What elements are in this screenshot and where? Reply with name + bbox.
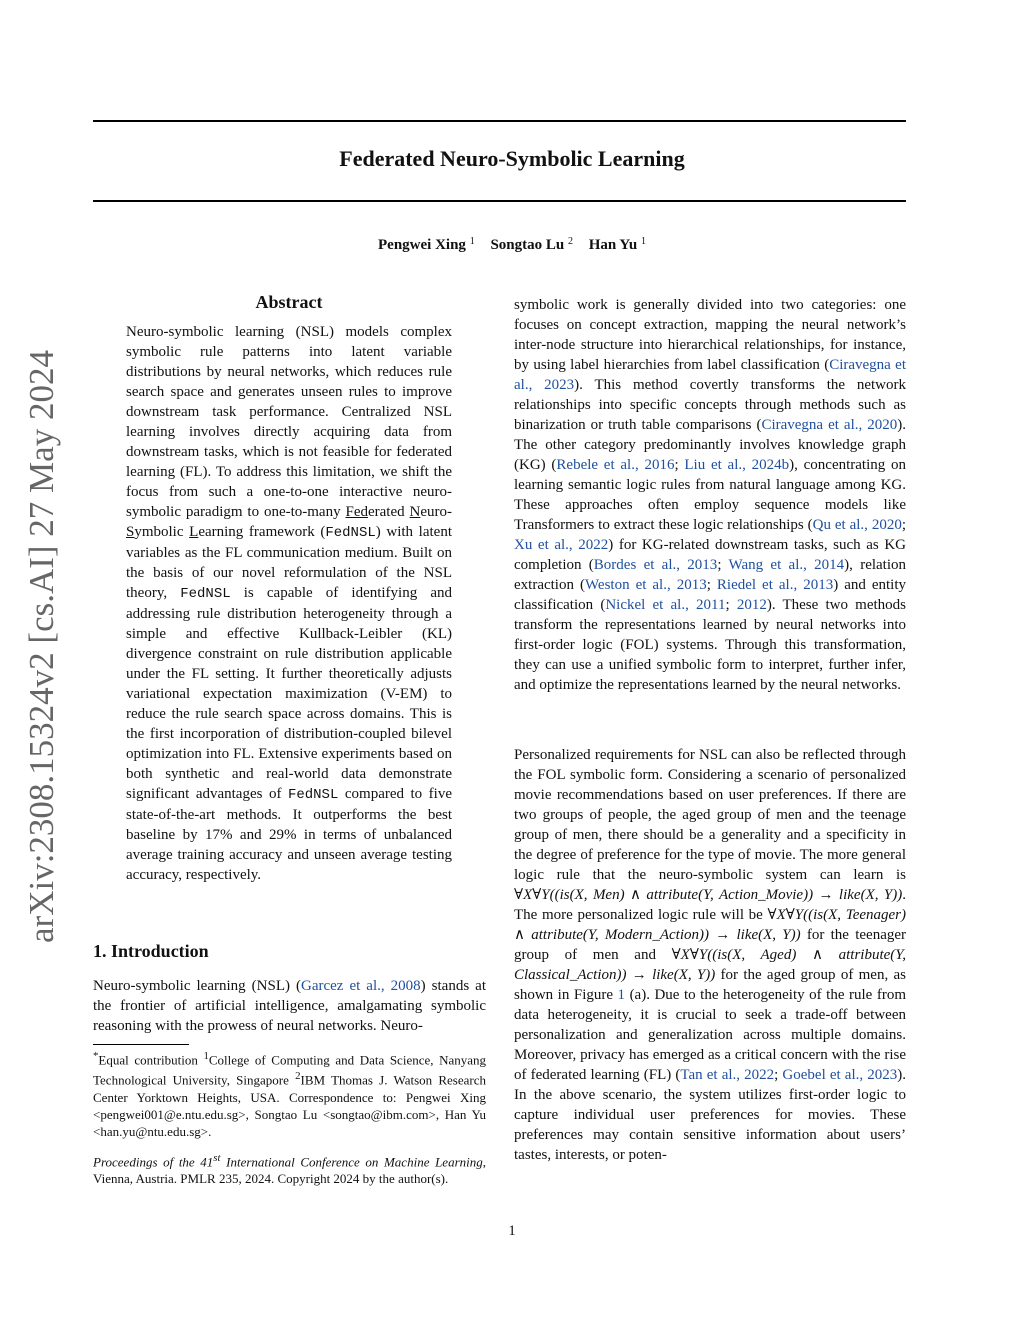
citation-link[interactable]: Tan et al., 2022 — [680, 1067, 775, 1083]
intro-paragraph: symbolic work is generally divided into two categories: one focuses on concept extraction, mapping the neural network’s inter-node structure into hierarchical relationships, for instance, by using label hierarchies from label classification (Ciravegna et al., 2023). This method covertly transforms the network relationships into specific concepts through methods such as binarization or truth table comparisons (Ciravegna et al., 2020). The other category predominantly involves knowledge graph (KG) (Rebele et al., 2016; Liu et al., 2024b), concentrating on learning semantic logic rules from natural language among KG. These approaches often employ sequence models like Transformers to extract these logic relationships (Qu et al., 2020; Xu et al., 2022) for KG-related downstream tasks, such as KG completion (Bordes et al., 2013; Wang et al., 2014), relation extraction (Weston et al., 2013; Riedel et al., 2013) and entity classification (Nickel et al., 2011; 2012). These two methods transform the representations learned by neural networks into first-order logic (FOL) systems. Through this transformation, they can use a unified symbolic form to interpret, further infer, and optimize the representations learned by the neural networks. — [514, 297, 907, 693]
citation-link[interactable]: Weston et al., 2013 — [584, 577, 707, 593]
citation-link[interactable]: Qu et al., 2020 — [812, 517, 902, 533]
footnote-divider — [93, 1044, 189, 1045]
citation-link[interactable]: Nickel et al., 2011 — [605, 597, 726, 613]
abstract-heading: Abstract — [255, 292, 323, 312]
author: Han Yu $^1$ — [588, 236, 646, 253]
author: Pengwei Xing $^1$ — [378, 236, 475, 253]
intro-paragraph: Neuro-symbolic learning (NSL) (Garcez et al., 2008) stands at the frontier of artificial intelligence, amalgamating symbolic reasoning with the prowess of neural networks. Neuro- — [93, 978, 487, 1034]
citation-link[interactable]: Bordes et al., 2013 — [593, 557, 718, 573]
citation-link[interactable]: Wang et al., 2014 — [728, 557, 845, 573]
page-number: 1 — [508, 1223, 516, 1239]
citation-link[interactable]: Riedel et al., 2013 — [716, 577, 834, 593]
arxiv-stamp: arXiv:2308.15324v2 [cs.AI] 27 May 2024 — [22, 350, 61, 943]
paper-title: Federated Neuro-Symbolic Learning — [339, 146, 685, 171]
title-rule-top — [93, 120, 906, 122]
section-heading: 1. Introduction — [93, 941, 209, 961]
citation-link[interactable]: Rebele et al., 2016 — [556, 457, 675, 473]
footnote: *Equal contribution $^1$College of Computing and Data Science, Nanyang Technological University, Singapore $^2$IBM Thomas J. Watson Research Center Yorktown Heights, USA. Correspondence to: Pengwei Xing <pengwei001@e.ntu.edu.sg>, Songtao Lu <songtao@ibm.com>, Han Yu <han.yu@ntu.edu.sg>. — [93, 1050, 487, 1139]
citation-link[interactable]: Ciravegna et al., 2020 — [761, 417, 898, 433]
citation-link[interactable]: Xu et al., 2022 — [514, 537, 609, 553]
citation-link[interactable]: Garcez et al., 2008 — [301, 978, 421, 994]
logic-formula: ∀X∀Y((is(X, Teenager) ∧ attribute(Y, Modern_Action)) → like(X, Y)) — [514, 907, 906, 943]
proceedings-note: Proceedings of the 41st International Conference on Machine Learning, Vienna, Austria. PMLR 235, 2024. Copyright 2024 by the author(s). — [93, 1152, 486, 1187]
figure-link[interactable]: 1 — [617, 987, 626, 1003]
logic-formula: ∀X∀Y((is(X, Aged) ∧ attribute(Y, Classical_Action)) → like(X, Y)) — [514, 947, 906, 983]
citation-link[interactable]: Goebel et al., 2023 — [782, 1067, 898, 1083]
citation-link[interactable]: Liu et al., 2024b — [684, 457, 790, 473]
abstract-body: Neuro-symbolic learning (NSL) models complex symbolic rule patterns into latent variable distributions by neural networks, which reduces rule search space and generates unseen rules to improve downstream task performance. Centralized NSL learning involves directly acquiring data from downstream tasks, which is not feasible for federated learning (FL). To address this limitation, we shift the focus from such a one-to-one interactive neuro-symbolic paradigm to one-to-many Federated Neuro-Symbolic Learning framework (FedNSL) with latent variables as the FL communication medium. Built on the basis of our novel reformulation of the NSL theory, FedNSL is capable of identifying and addressing rule distribution heterogeneity through a simple and effective Kullback-Leibler (KL) divergence constraint on rule distribution applicable under the FL setting. It further theoretically adjusts variational expectation maximization (V-EM) to reduce the rule search space across domains. This is the first incorporation of distribution-coupled bilevel optimization into FL. Extensive experiments based on both synthetic and real-world data demonstrate significant advantages of FedNSL compared to five state-of-the-art methods. It outperforms the best baseline by 17% and 29% in terms of unbalanced average training accuracy and unseen average testing accuracy, respectively. — [126, 324, 453, 883]
intro-paragraph: Personalized requirements for NSL can also be reflected through the FOL symbolic form. Considering a scenario of personalized movie recommendations based on user preferences. If there are two groups of people, the aged group of men and the teenage group of men, there should be a generality and a specificity in the degree of preference for the type of movie. The more general logic rule that the neuro-symbolic system can learn is ∀X∀Y((is(X, Men) ∧ attribute(Y, Action_Movie)) → like(X, Y)). The more personalized logic rule will be ∀X∀Y((is(X, Teenager) ∧ attribute(Y, Modern_Action)) → like(X, Y)) for the teenager group of men and ∀X∀Y((is(X, Aged) ∧ attribute(Y, Classical_Action)) → like(X, Y)) for the aged group of men, as shown in Figure 1 (a). Due to the heterogeneity of the rule from data heterogeneity, it is crucial to seek a trade-off between personalization and generalization across multiple domains. Moreover, privacy has emerged as a critical concern with the rise of federated learning (FL) (Tan et al., 2022; Goebel et al., 2023). In the above scenario, the system utilizes first-order logic to capture individual user preferences for movies. These preferences may contain sensitive information about users’ tastes, interests, or poten- — [514, 747, 906, 1163]
citation-link[interactable]: 2012 — [736, 597, 767, 613]
author: Songtao Lu $^2$ — [490, 236, 573, 253]
author-list — [0, 236, 1024, 254]
logic-formula: ∀X∀Y((is(X, Men) ∧ attribute(Y, Action_Movie)) → like(X, Y)) — [514, 887, 903, 903]
title-rule-bottom — [93, 200, 906, 202]
citation-link[interactable]: Ciravegna et al., 2023 — [514, 357, 906, 393]
